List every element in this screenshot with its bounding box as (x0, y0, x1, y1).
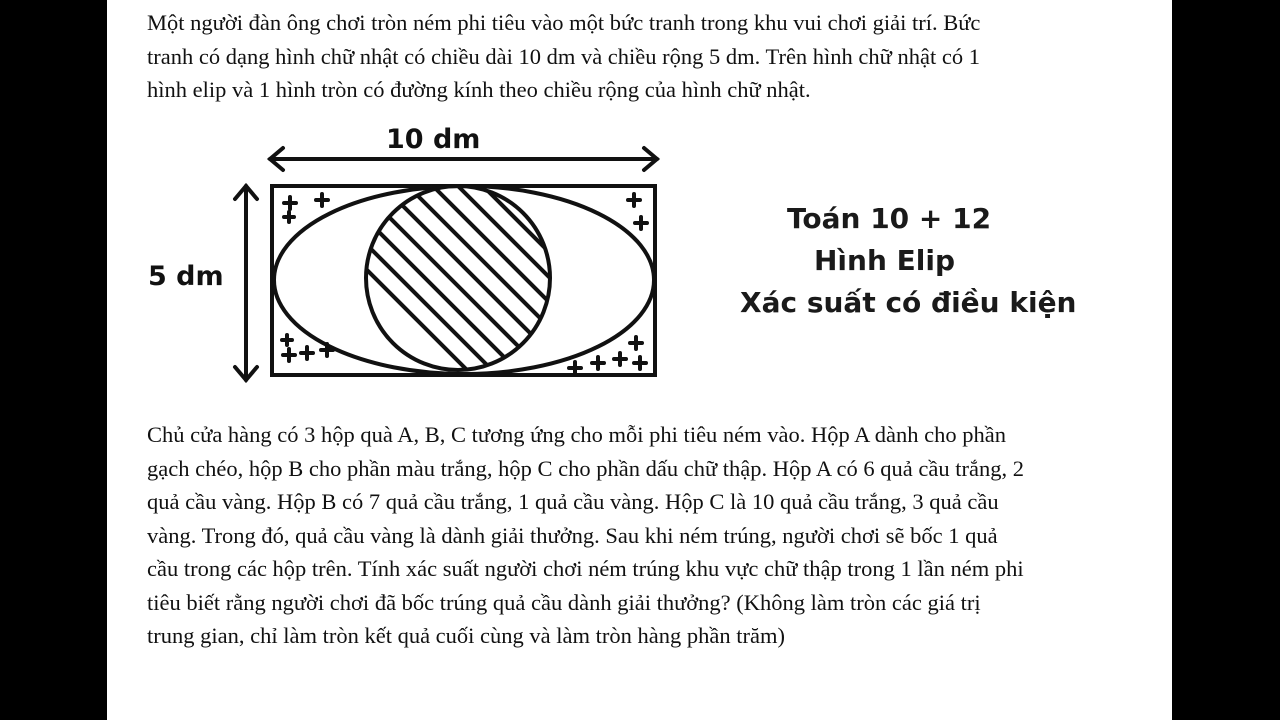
width-label: 5 dm (148, 261, 224, 292)
problem-line: quả cầu vàng. Hộp B có 7 quả cầu trắng, 1 quả cầu vàng. Hộp C là 10 quả cầu trắng, 3 quả cầu (147, 489, 999, 514)
intro-line: tranh có dạng hình chữ nhật có chiều dài 10 dm và chiều rộng 5 dm. Trên hình chữ nhật có 1 (147, 43, 980, 69)
dartboard-figure (107, 0, 1172, 400)
problem-line: gạch chéo, hộp B cho phần màu trắng, hộp C cho phần dấu chữ thập. Hộp A có 6 quả cầu trắng, 2 (147, 455, 1024, 481)
problem-paragraph (147, 418, 1132, 653)
intro-line: hình elip và 1 hình tròn có đường kính theo chiều rộng của hình chữ nhật. (147, 77, 811, 102)
side-label-topic: Hình Elip (814, 244, 956, 277)
intro-line: Một người đàn ông chơi tròn ném phi tiêu vào một bức tranh trong khu vui chơi giải trí. Bức (147, 10, 981, 35)
problem-line: cầu trong các hộp trên. Tính xác suất người chơi ném trúng khu vực chữ thập trong 1 lần ném phi (147, 556, 1024, 581)
side-label-subject: Toán 10 + 12 (787, 202, 992, 235)
document-page (107, 0, 1172, 720)
length-label: 10 dm (386, 124, 481, 155)
problem-line: vàng. Trong đó, quả cầu vàng là dành giải thưởng. Sau khi ném trúng, người chơi sẽ bốc 1 quả (147, 522, 998, 548)
problem-line: tiêu biết rằng người chơi đã bốc trúng quả cầu dành giải thưởng? (Không làm tròn các giá trị (147, 589, 981, 615)
width-arrow (235, 186, 257, 380)
problem-line: Chủ cửa hàng có 3 hộp quà A, B, C tương ứng cho mỗi phi tiêu ném vào. Hộp A dành cho phần (147, 422, 1006, 447)
side-label-probability: Xác suất có điều kiện (740, 286, 1077, 319)
problem-line: trung gian, chỉ làm tròn kết quả cuối cùng và làm tròn hàng phần trăm) (147, 623, 785, 648)
